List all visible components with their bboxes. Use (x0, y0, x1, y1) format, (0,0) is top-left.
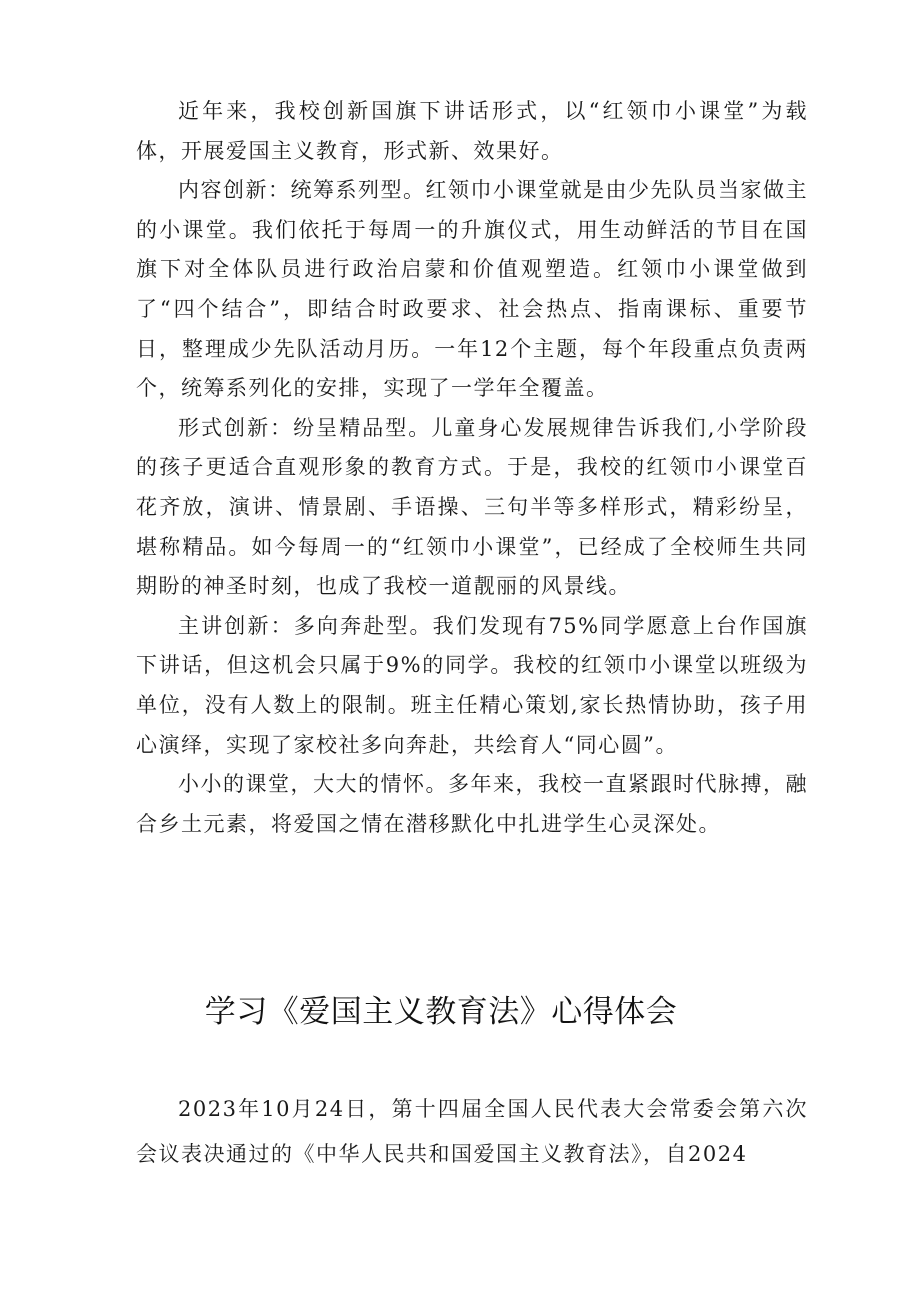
article-body (136, 92, 808, 844)
article-body-second (136, 1087, 808, 1177)
paragraph-speaker-innovation: 主讲创新：多向奔赴型。我们发现有75%同学愿意上台作国旗下讲话，但这机会只属于9%的同学。我校的红领巾小课堂以班级为单位，没有人数上的限制。班主任精心策划,家长热情协助，孩子用心演绎，实现了家校社多向奔赴，共绘育人“同心圆”。 (136, 613, 808, 757)
paragraph-content-innovation: 内容创新：统筹系列型。红领巾小课堂就是由少先队员当家做主的小课堂。我们依托于每周一的升旗仪式，用生动鲜活的节目在国旗下对全体队员进行政治启蒙和价值观塑造。红领巾小课堂做到了“四个结合”，即结合时政要求、社会热点、指南课标、重要节日，整理成少先队活动月历。一年12个主题，每个年段重点负责两个，统筹系列化的安排，实现了一学年全覆盖。 (136, 178, 808, 401)
section-heading: 学习《爱国主义教育法》心得体会 (204, 994, 678, 1030)
paragraph-conclusion: 小小的课堂，大大的情怀。多年来，我校一直紧跟时代脉搏，融合乡土元素，将爱国之情在潜移默化中扎进学生心灵深处。 (136, 772, 808, 836)
paragraph-form-innovation: 形式创新：纷呈精品型。儿童身心发展规律告诉我们,小学阶段的孩子更适合直观形象的教育方式。于是，我校的红领巾小课堂百花齐放，演讲、情景剧、手语操、三句半等多样形式，精彩纷呈，堪称精品。如今每周一的“红领巾小课堂”，已经成了全校师生共同期盼的神圣时刻，也成了我校一道靓丽的风景线。 (136, 415, 808, 599)
paragraph-law-intro: 2023年10月24日，第十四届全国人民代表大会常委会第六次会议表决通过的《中华人民共和国爱国主义教育法》，自2024 (136, 1097, 808, 1166)
paragraph-intro: 近年来，我校创新国旗下讲话形式，以“红领巾小课堂”为载体，开展爱国主义教育，形式新、效果好。 (136, 99, 808, 163)
